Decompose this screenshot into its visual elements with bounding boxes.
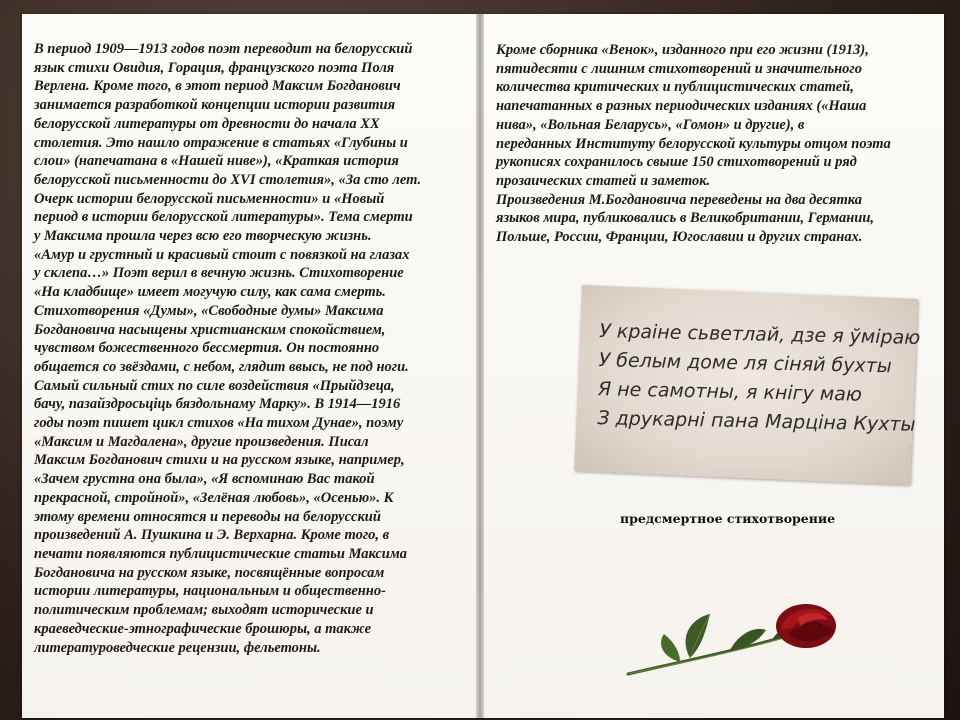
rose-icon [620,596,850,686]
poem-line: У краіне сьветлай, дзе я ўміраю [599,320,921,349]
poem-card [574,285,921,485]
right-page-text: Кроме сборника «Венок», изданного при его жизни (1913), пятидесяти с лишним стихотворений и значительного количества критических и публицистических статей, напечатанных в разных периодических изданиях («Наша нива», «Вольная Беларусь», «Гомон» и другие), в переданных Институту белорусской культуры отцом поэта рукописях сохранилось свыше 150 стихотворений и ряд прозаических статей и заметок. Произведения М.Богдановича переведены на два десятка языков мира, публиковались в Великобритании, Германии, Польше, России, Франции, Югославии и других странах. [496,42,891,246]
poem-line: Я не самотны, я кнігу маю [597,378,863,406]
poem-card-lines [597,317,920,440]
left-page-text: В период 1909—1913 годов поэт переводит на белорусский язык стихи Овидия, Горация, французского поэта Поля Верлена. Кроме того, в этот период Максим Богданович занимается разработкой концепции истории развития белорусской литературы от древности до начала XX столетия. Это нашло отражение в статьях «Глубины и слои» (напечатана в «Нашей ниве»), «Краткая история белорусской письменности до XVI столетия», «За сто лет. Очерк истории белорусской письменности» и «Новый период в истории белорусской литературы». Тема смерти у Максима прошла через всю его творческую жизнь. «Амур и грустный и красивый стоит с повязкой на глазах у склепа…» Поэт верил в вечную жизнь. Стихотворение «На кладбище» имеет могучую силу, как сама смерть. Стихотворения «Думы», «Свободные думы» Максима Богдановича насыщены христианским спокойствием, чувством божественного бессмертия. Он постоянно общается со звёздами, с небом, глядит ввысь, не под ноги. Самый сильный стих по силе воздействия «Прыйдзеца, бачу, пазайздросьцiць бяздольнаму Марку». В 1914—1916 годы поэт пишет цикл стихов «На тихом Дунае», поэму «Максим и Магдалена», другие произведения. Писал Максим Богданович стихи и на русском языке, например, «Зачем грустна она была», «Я вспоминаю Вас такой прекрасной, стройной», «Зелёная любовь», «Осенью». К этому времени относятся и переводы на белорусский произведений А. Пушкина и Э. Верхарна. Кроме того, в печати появляются публицистические статьи Максима Богдановича на русском языке, посвящённые вопросам истории литературы, национальным и общественно- политическим проблемам; выходят исторические и краеведческие-этнографические брошюры, а также литературоведческие рецензии, фельетоны. [34,41,422,656]
book-spine [476,14,484,718]
poem-line: У белым доме ля сіняй бухты [598,349,893,378]
poem-line: З друкарні пана Марціна Кухты [597,407,916,436]
poem-caption: предсмертное стихотворение [620,511,836,526]
